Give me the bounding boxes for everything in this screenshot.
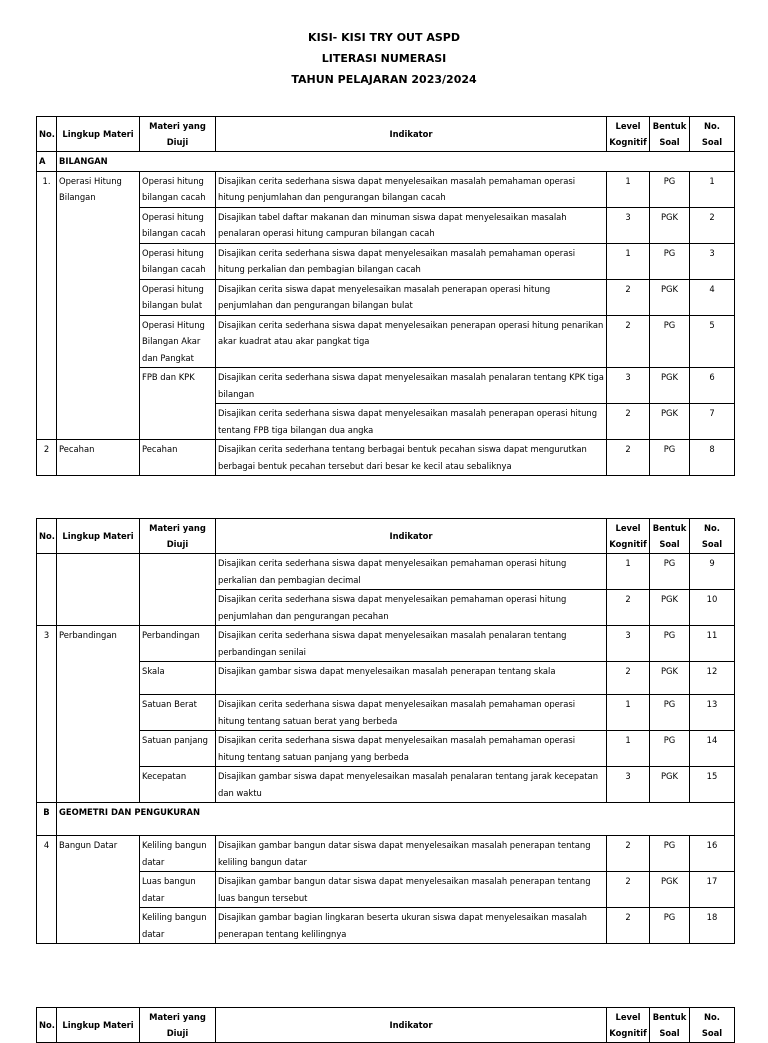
row-bentuk: PGK — [650, 279, 690, 315]
row-materi: Operasi hitung bilangan bulat — [140, 279, 216, 315]
kisi-table-page-2 — [36, 518, 735, 944]
header-no: No. — [37, 519, 57, 554]
table-header — [37, 117, 735, 152]
table-row — [37, 767, 735, 803]
row-bentuk: PGK — [650, 872, 690, 908]
row-no-soal: 15 — [690, 767, 735, 803]
row-no: 3 — [37, 626, 57, 803]
row-indikator: Disajikan gambar bangun datar siswa dapat menyelesaikan masalah penerapan tentang keliling bangun datar — [216, 836, 607, 872]
row-indikator: Disajikan cerita sederhana siswa dapat menyelesaikan masalah pemahaman operasi hitung tentang satuan panjang yang berbeda — [216, 731, 607, 767]
row-bentuk: PG — [650, 836, 690, 872]
row-level: 2 — [607, 404, 650, 440]
row-materi: Satuan panjang — [140, 731, 216, 767]
section-letter: B — [37, 803, 57, 836]
row-no-soal: 18 — [690, 908, 735, 944]
row-level: 2 — [607, 279, 650, 315]
row-bentuk: PGK — [650, 590, 690, 626]
header-bentuk: Bentuk Soal — [650, 519, 690, 554]
title-line-2: LITERASI NUMERASI — [321, 52, 447, 65]
row-materi: Keliling bangun datar — [140, 908, 216, 944]
row-no-soal: 4 — [690, 279, 735, 315]
row-level: 2 — [607, 836, 650, 872]
row-bentuk: PGK — [650, 404, 690, 440]
table-row — [37, 731, 735, 767]
row-no-soal: 5 — [690, 315, 735, 368]
table-header — [37, 519, 735, 554]
row-lingkup: Bangun Datar — [57, 836, 140, 944]
table-row — [37, 908, 735, 944]
header-no: No. — [37, 1008, 57, 1043]
table-row — [37, 171, 735, 207]
header-level: Level Kognitif — [607, 117, 650, 152]
row-no-soal: 1 — [690, 171, 735, 207]
table-row — [37, 662, 735, 695]
row-materi: Operasi hitung bilangan cacah — [140, 171, 216, 207]
row-indikator: Disajikan gambar siswa dapat menyelesaikan masalah penerapan tentang skala — [216, 662, 607, 695]
row-indikator: Disajikan cerita sederhana siswa dapat menyelesaikan masalah pemahaman operasi hitung penjumlahan dan pengurangan bilangan cacah — [216, 171, 607, 207]
header-indikator: Indikator — [216, 1008, 607, 1043]
header-lingkup: Lingkup Materi — [57, 1008, 140, 1043]
row-no-soal: 13 — [690, 695, 735, 731]
row-indikator: Disajikan cerita sederhana siswa dapat menyelesaikan masalah penalaran tentang KPK tiga bilangan — [216, 368, 607, 404]
header-no-soal: No. Soal — [690, 1008, 735, 1043]
row-no-soal: 10 — [690, 590, 735, 626]
row-no-soal: 6 — [690, 368, 735, 404]
header-indikator: Indikator — [216, 519, 607, 554]
row-no-soal: 12 — [690, 662, 735, 695]
row-indikator: Disajikan tabel daftar makanan dan minuman siswa dapat menyelesaikan masalah penalaran operasi hitung campuran bilangan cacah — [216, 207, 607, 243]
row-indikator: Disajikan cerita siswa dapat menyelesaikan masalah penerapan operasi hitung penjumlahan dan pengurangan bilangan bulat — [216, 279, 607, 315]
row-no: 2 — [37, 440, 57, 476]
row-no: 4 — [37, 836, 57, 944]
row-level: 2 — [607, 662, 650, 695]
header-materi: Materi yang Diuji — [140, 117, 216, 152]
row-indikator: Disajikan cerita sederhana siswa dapat menyelesaikan pemahaman operasi hitung penjumlahan dan pengurangan pecahan — [216, 590, 607, 626]
row-no-soal: 17 — [690, 872, 735, 908]
table-row — [37, 626, 735, 662]
row-level: 1 — [607, 171, 650, 207]
row-bentuk: PGK — [650, 767, 690, 803]
row-materi: Pecahan — [140, 440, 216, 476]
row-lingkup: Operasi Hitung Bilangan — [57, 171, 140, 440]
row-bentuk: PGK — [650, 368, 690, 404]
row-level: 2 — [607, 908, 650, 944]
section-letter: A — [37, 152, 57, 172]
table-row — [37, 368, 735, 404]
section-name: BILANGAN — [57, 152, 735, 172]
row-indikator: Disajikan gambar bangun datar siswa dapat menyelesaikan masalah penerapan tentang luas bangun tersebut — [216, 872, 607, 908]
title-line-1: KISI- KISI TRY OUT ASPD — [308, 31, 460, 44]
row-level: 3 — [607, 626, 650, 662]
table-row — [37, 836, 735, 872]
header-no-soal: No. Soal — [690, 519, 735, 554]
row-level: 3 — [607, 368, 650, 404]
row-materi — [140, 554, 216, 626]
row-materi: Operasi hitung bilangan cacah — [140, 207, 216, 243]
row-materi: Perbandingan — [140, 626, 216, 662]
header-no-soal: No. Soal — [690, 117, 735, 152]
row-no-soal: 9 — [690, 554, 735, 590]
row-no-soal: 11 — [690, 626, 735, 662]
row-no: 1. — [37, 171, 57, 440]
row-level: 1 — [607, 695, 650, 731]
row-no-soal: 2 — [690, 207, 735, 243]
row-no — [37, 554, 57, 626]
row-materi: Operasi Hitung Bilangan Akar dan Pangkat — [140, 315, 216, 368]
row-lingkup: Perbandingan — [57, 626, 140, 803]
row-materi: FPB dan KPK — [140, 368, 216, 440]
header-materi: Materi yang Diuji — [140, 519, 216, 554]
row-bentuk: PG — [650, 626, 690, 662]
row-indikator: Disajikan cerita sederhana siswa dapat menyelesaikan pemahaman operasi hitung perkalian dan pembagian decimal — [216, 554, 607, 590]
row-bentuk: PG — [650, 554, 690, 590]
header-level: Level Kognitif — [607, 1008, 650, 1043]
row-materi: Luas bangun datar — [140, 872, 216, 908]
row-level: 2 — [607, 590, 650, 626]
table-row — [37, 243, 735, 279]
row-materi: Skala — [140, 662, 216, 695]
row-level: 2 — [607, 440, 650, 476]
row-bentuk: PG — [650, 315, 690, 368]
row-indikator: Disajikan cerita sederhana siswa dapat menyelesaikan masalah pemahaman operasi hitung tentang satuan berat yang berbeda — [216, 695, 607, 731]
table-row — [37, 315, 735, 368]
table-row — [37, 207, 735, 243]
header-bentuk: Bentuk Soal — [650, 1008, 690, 1043]
table-row — [37, 440, 735, 476]
header-lingkup: Lingkup Materi — [57, 519, 140, 554]
row-level: 1 — [607, 554, 650, 590]
kisi-table-page-1 — [36, 116, 735, 476]
section-name: GEOMETRI DAN PENGUKURAN — [57, 803, 735, 836]
section-row — [37, 803, 735, 836]
document-title — [0, 27, 768, 90]
row-bentuk: PGK — [650, 662, 690, 695]
row-indikator: Disajikan gambar siswa dapat menyelesaikan masalah penalaran tentang jarak kecepatan dan waktu — [216, 767, 607, 803]
table-header — [37, 1008, 735, 1043]
row-bentuk: PG — [650, 171, 690, 207]
row-materi: Kecepatan — [140, 767, 216, 803]
row-materi: Satuan Berat — [140, 695, 216, 731]
row-materi: Operasi hitung bilangan cacah — [140, 243, 216, 279]
row-no-soal: 8 — [690, 440, 735, 476]
header-no: No. — [37, 117, 57, 152]
row-level: 2 — [607, 872, 650, 908]
row-materi: Keliling bangun datar — [140, 836, 216, 872]
row-level: 1 — [607, 731, 650, 767]
row-no-soal: 14 — [690, 731, 735, 767]
header-lingkup: Lingkup Materi — [57, 117, 140, 152]
header-materi: Materi yang Diuji — [140, 1008, 216, 1043]
row-no-soal: 16 — [690, 836, 735, 872]
table-row — [37, 872, 735, 908]
row-bentuk: PGK — [650, 207, 690, 243]
row-level: 3 — [607, 767, 650, 803]
row-indikator: Disajikan cerita sederhana siswa dapat menyelesaikan masalah penerapan operasi hitung tentang FPB tiga bilangan dua angka — [216, 404, 607, 440]
table-row — [37, 695, 735, 731]
row-indikator: Disajikan cerita sederhana siswa dapat menyelesaikan masalah pemahaman operasi hitung perkalian dan pembagian bilangan cacah — [216, 243, 607, 279]
row-bentuk: PG — [650, 440, 690, 476]
row-indikator: Disajikan cerita sederhana siswa dapat menyelesaikan masalah penalaran tentang perbandingan senilai — [216, 626, 607, 662]
title-line-3: TAHUN PELAJARAN 2023/2024 — [291, 73, 477, 86]
header-level: Level Kognitif — [607, 519, 650, 554]
row-level: 3 — [607, 207, 650, 243]
header-indikator: Indikator — [216, 117, 607, 152]
row-level: 2 — [607, 315, 650, 368]
header-bentuk: Bentuk Soal — [650, 117, 690, 152]
row-no-soal: 3 — [690, 243, 735, 279]
section-row — [37, 152, 735, 172]
row-level: 1 — [607, 243, 650, 279]
table-row — [37, 279, 735, 315]
table-row — [37, 554, 735, 590]
row-indikator: Disajikan cerita sederhana siswa dapat menyelesaikan penerapan operasi hitung penarikan akar kuadrat atau akar pangkat tiga — [216, 315, 607, 368]
row-lingkup — [57, 554, 140, 626]
row-indikator: Disajikan gambar bagian lingkaran beserta ukuran siswa dapat menyelesaikan masalah penerapan tentang kelilingnya — [216, 908, 607, 944]
row-bentuk: PG — [650, 908, 690, 944]
row-lingkup: Pecahan — [57, 440, 140, 476]
row-bentuk: PG — [650, 243, 690, 279]
row-bentuk: PG — [650, 695, 690, 731]
row-no-soal: 7 — [690, 404, 735, 440]
kisi-table-page-3 — [36, 1007, 735, 1043]
row-bentuk: PG — [650, 731, 690, 767]
row-indikator: Disajikan cerita sederhana tentang berbagai bentuk pecahan siswa dapat mengurutkan berbagai bentuk pecahan tersebut dari besar ke kecil atau sebaliknya — [216, 440, 607, 476]
